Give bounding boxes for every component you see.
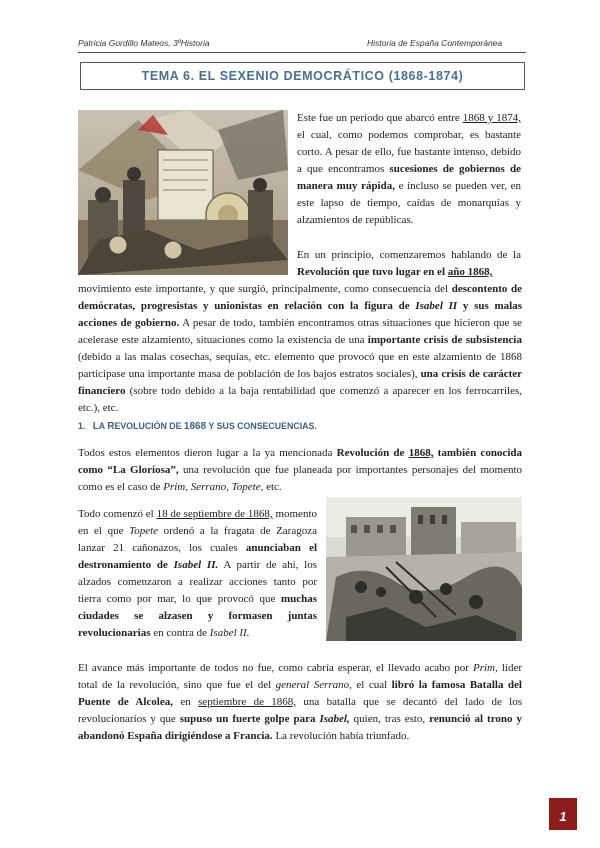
revolution-paragraph-start: En un principio, comenzaremos hablando de la Revolución que tuvo lugar en el año 1868, [297,249,521,278]
header-rule [78,52,526,53]
revolution-paragraph: movimiento este importante, y que surgió, principalmente, como consecuencia del descontento de demócratas, progresistas y unionistas en relación con la figura de Isabel II y sus malas acciones de gobierno. A pesar de todo, también encontramos otras situaciones que hicieron que se acelerase este alzamiento, situaciones como la existencia de una importante crisis de subsistencia (debido a las malas cosechas, sequías, etc. elemento que provocó que en este alzamiento de 1868 participase una importante masa de población de los bajos estratos sociales), una crisis de carácter financiero (sobre todo debido a la baja rentabilidad que comenzó a aparecer en los ferrocarriles, etc.), etc. [78,283,523,414]
alcolea-paragraph: El avance más importante de todos no fue, como cabría esperar, el llevado acabo por Prim, líder total de la revolución, sino que fue el del general Serrano, el cual libró la famosa Batalla del Puente de Alcolea, en septiembre de 1868, una batalla que se decantó del lado de los revolucionarios y que supuso un fuerte golpe para Isabel, quien, tras esto, renunció al trono y abandonó España dirigiéndose a Francia. La revolución había triunfado. [78,662,522,742]
intro-paragraph: Este fue un período que abarcó entre 1868 y 1874, el cual, como podemos comprobar, es bastante corto. A pesar de ello, fue bastante intenso, debido a que encontramos sucesiones de gobiernos de manera muy rápida, e incluso se pueden ver, en este lapso de tiempo, caídas de monarquías y alzamientos de repúblicas. [297,112,521,226]
battle-illustration [326,497,522,641]
title-box [80,62,525,90]
battle-image [326,497,522,641]
allegory-image [78,110,288,275]
allegory-illustration [78,110,288,275]
start-paragraph: Todo comenzó el 18 de septiembre de 1868, momento en el que Topete ordenó a la fragata de Zaragoza lanzar 21 cañonazos, los cuales anunciaban el destronamiento de Isabel II. A partir de ahí, los alzados comenzaron a realizar acciones tanto por tierra como por mar, lo que provocó que muchas ciudades se alzasen y formasen juntas revolucionarias en contra de Isabel II. [78,508,318,639]
header-author: Patricia Gordillo Mateos, 3ºHistoria [78,38,210,48]
page-number: 1 [549,798,577,830]
header-subject: Historia de España Contemporánea [367,38,503,48]
page-title: TEMA 6. EL SEXENIO DEMOCRÁTICO (1868-1874) [141,69,464,83]
gloriosa-paragraph: Todos estos elementos dieron lugar a la ya mencionada Revolución de 1868, también conocida como “La Gloriosa”, una revolución que fue planeada por importantes personajes del momento como es el caso de Prim, Serrano, Topete, etc. [78,447,523,493]
section-heading: 1. LA REVOLUCIÓN DE 1868 Y SUS CONSECUENCIAS. [78,421,317,432]
